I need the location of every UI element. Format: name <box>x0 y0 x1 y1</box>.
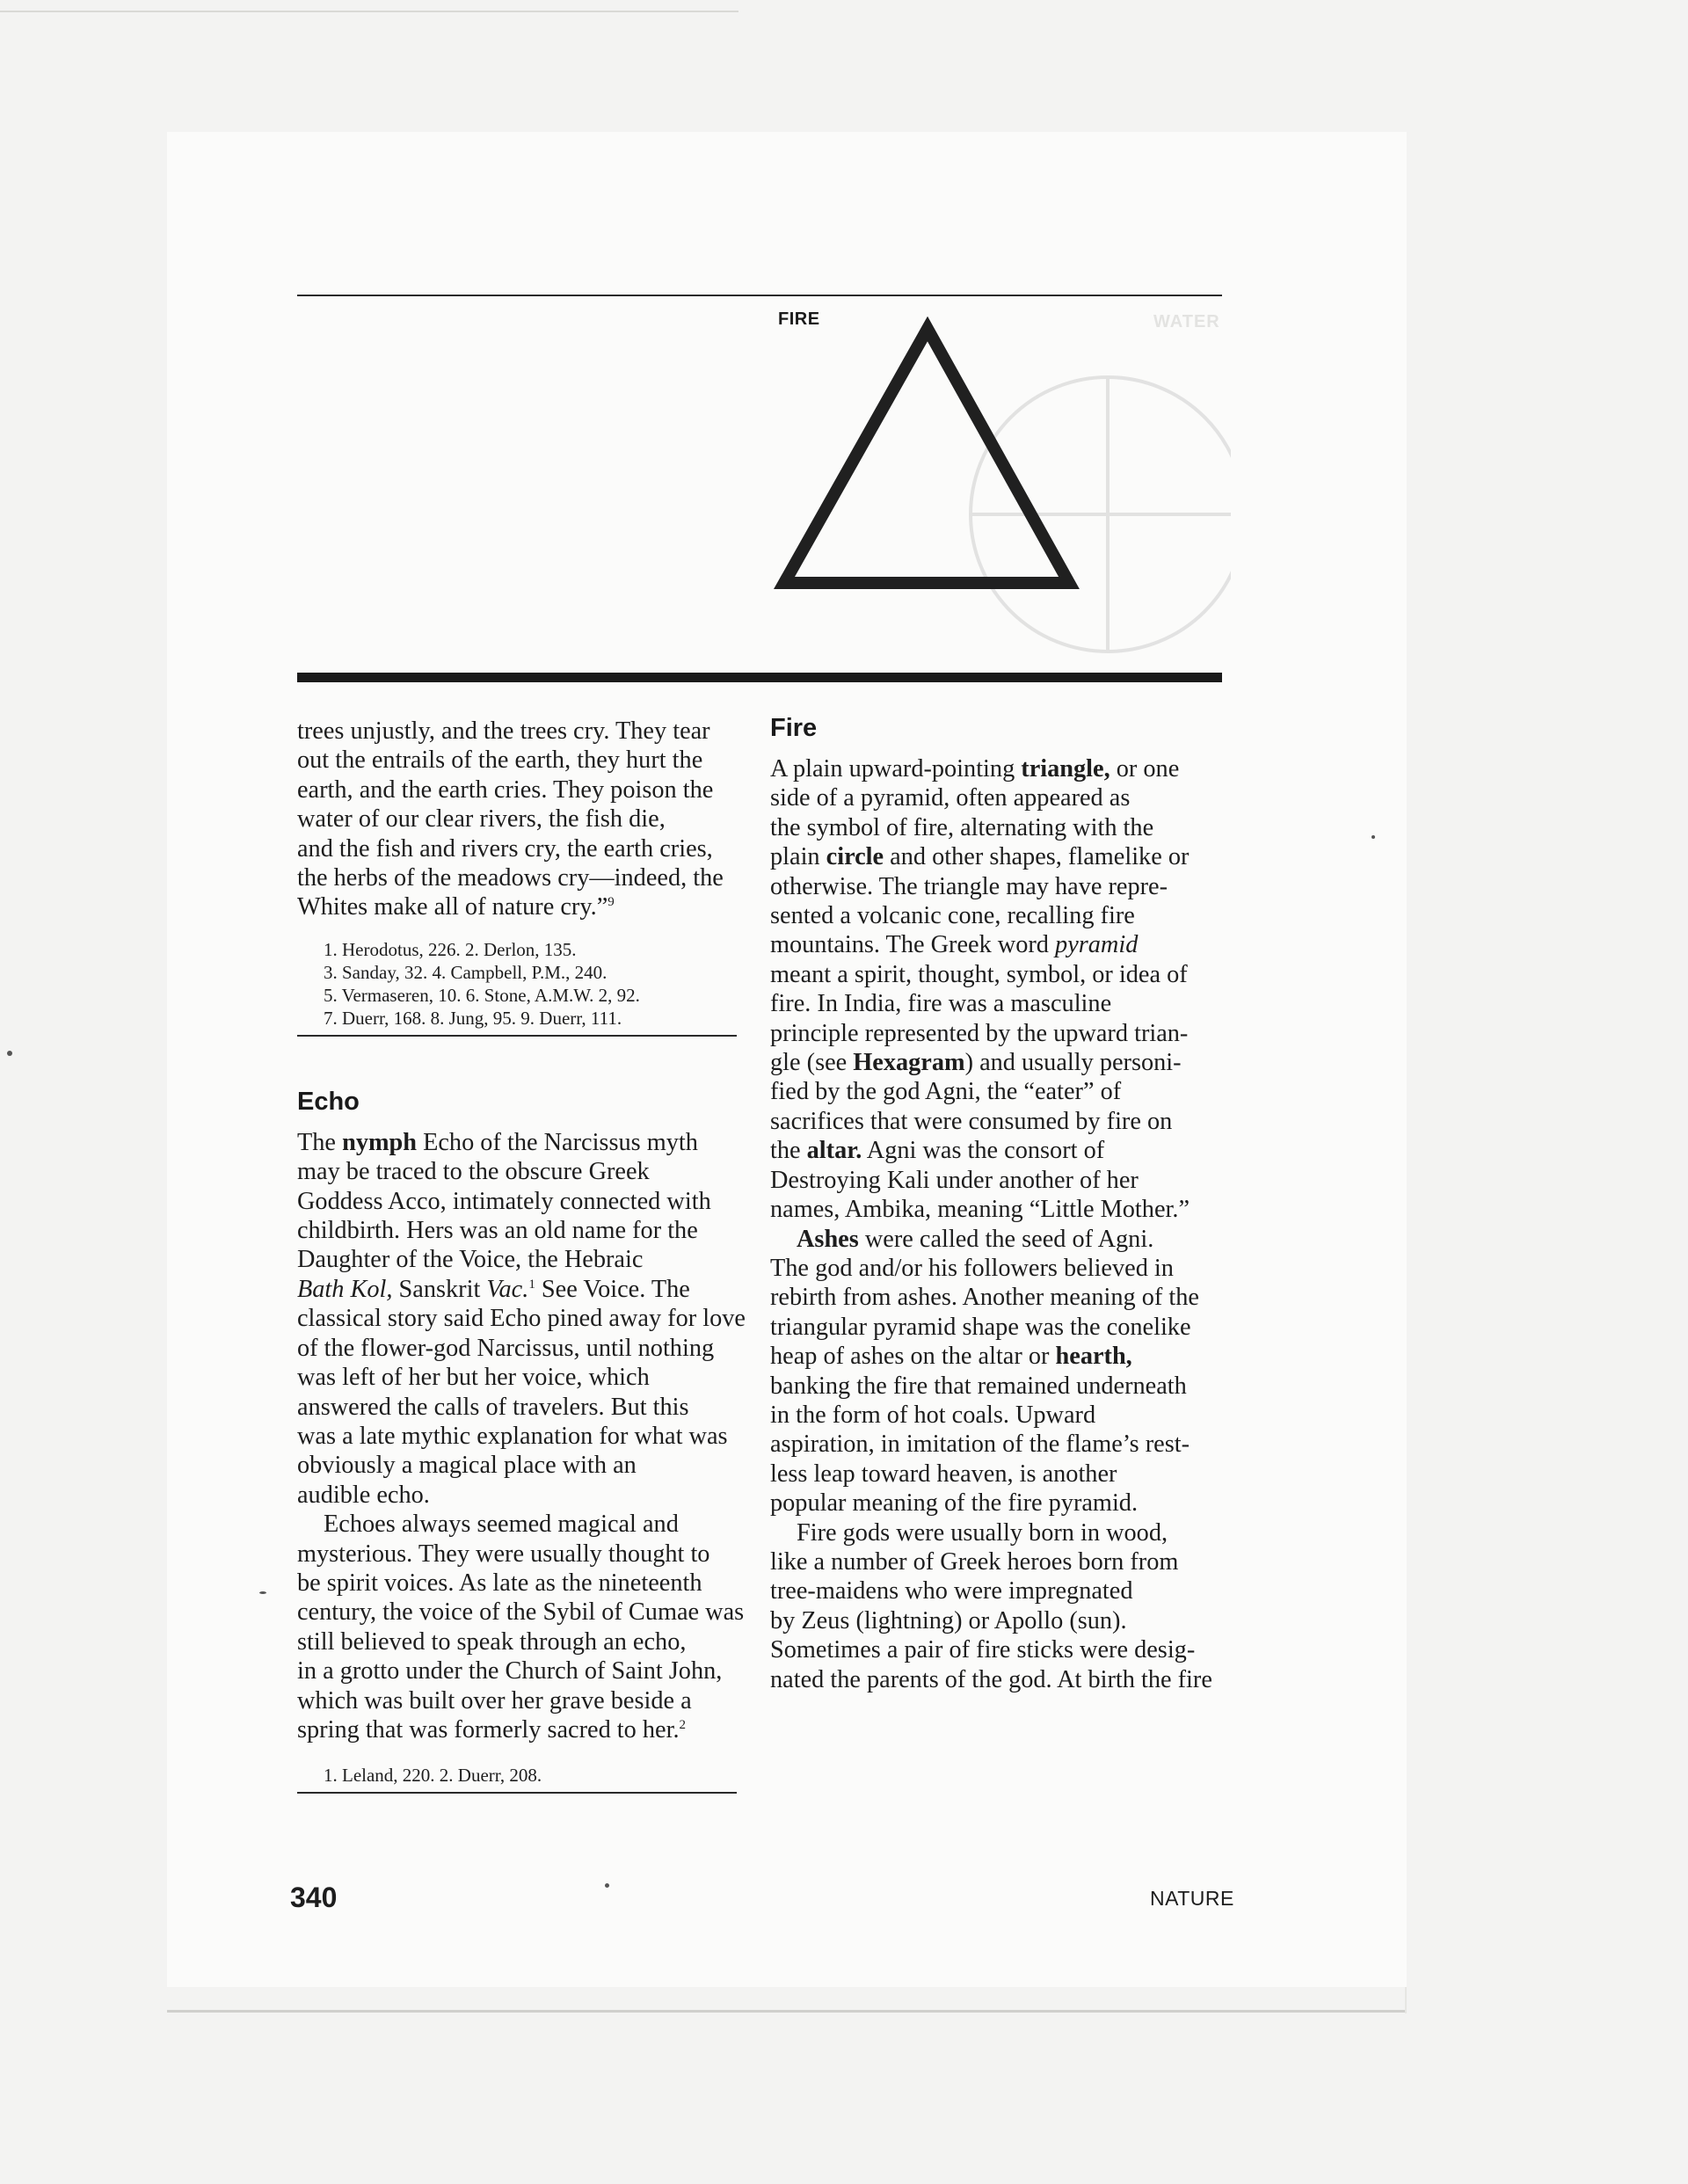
bleed-through-label: WATER <box>1153 312 1220 331</box>
note-mark: 1 <box>528 1277 535 1292</box>
right-column <box>770 710 1226 1694</box>
scan-speck <box>605 1883 609 1888</box>
left-column <box>297 717 746 1794</box>
page-number: 340 <box>290 1882 338 1913</box>
note-mark: 2 <box>679 1717 687 1732</box>
header-rule <box>297 295 1222 296</box>
section-divider <box>297 673 1222 682</box>
echo-paragraph-1: The nymph Echo of the Narcissus myth may be traced to the obscure Greek Goddess Acco, intimately connected with childbirth. Hers was an old name for the Daughter of the Voice, the Hebraic Bath Kol, Sanskrit Vac.$^1$ See Voice. The classical story said Echo pined away for love of the flower-god Narcissus, until nothing was left of her but her voice, which answered the calls of travelers. But this was a late mythic explanation for what was obviously a magical place with an audible echo. <box>297 1128 746 1509</box>
cross-reference: nymph <box>342 1128 418 1156</box>
bleed-through-circle-symbol <box>971 377 1231 652</box>
scan-speck <box>7 1051 12 1056</box>
fire-paragraph-1: A plain upward-pointing triangle, or one side of a pyramid, often appeared as the symbol of fire, alternating with the plain circle and other shapes, flamelike or otherwise. The triangle may have repre- sented a volcanic cone, recalling fire mountains. The Greek word pyramid meant a spirit, thought, symbol, or idea of fire. In India, fire was a masculine principle represented by the upward trian- gle (see Hexagram) and usually personi- fied by the god Agni, the “eater” of sacrifices that were consumed by fire on the altar. Agni was the consort of Destroying Kali under another of her names, Ambika, meaning “Little Mother.” <box>770 755 1190 1224</box>
scan-speck <box>1372 835 1375 839</box>
scan-top-line <box>0 11 738 12</box>
entry-heading-fire: Fire <box>770 714 818 742</box>
cross-reference: Ashes <box>797 1225 859 1253</box>
section-name: NATURE <box>1150 1887 1234 1910</box>
cross-reference: circle <box>826 843 884 871</box>
cross-reference: altar. <box>806 1137 862 1165</box>
continuation-text: trees unjustly, and the trees cry. They tear out the entrails of the earth, they hurt the earth, and the earth cries. They poison the water of our clear rivers, the fish die, and the fish and rivers cry, the earth cries, the herbs of the meadows cry—indeed, the Whites make all of nature cry.”$^9$ <box>297 717 724 921</box>
cross-reference: triangle, <box>1021 755 1110 783</box>
fire-paragraph-3: Fire gods were usually born in wood, like a number of Greek heroes born from tree-maidens who were impregnated by Zeus (lightning) or Apollo (sun). Sometimes a pair of fire sticks were desig- nated the parents of the god. At birth the fire <box>770 1518 1212 1693</box>
symbol-label: FIRE <box>778 309 820 329</box>
entry-heading-echo: Echo <box>297 1087 360 1116</box>
fire-triangle-symbol <box>774 317 1231 668</box>
scan-bottom-line <box>167 2010 1407 2013</box>
echo-footnote-rule <box>297 1792 737 1794</box>
cross-reference: Hexagram <box>853 1049 965 1077</box>
cross-reference: hearth, <box>1055 1343 1132 1371</box>
fire-paragraph-2: Ashes were called the seed of Agni. The god and/or his followers believed in rebirth from ashes. Another meaning of the triangular pyramid shape was the conelike heap of ashes on the altar or hearth, banking the fire that remained underneath in the form of hot coals. Upward aspiration, in imitation of the flame’s rest- less leap toward heaven, is another popular meaning of the fire pyramid. <box>770 1225 1199 1518</box>
footnotes: 1. Herodotus, 226. 2. Derlon, 135. 3. Sanday, 32. 4. Campbell, P.M., 240. 5. Vermaseren, 10. 6. Stone, A.M.W. 2, 92. 7. Duerr, 168. 8. Jung, 95. 9. Duerr, 111. <box>324 938 640 1029</box>
echo-footnotes: 1. Leland, 220. 2. Duerr, 208. <box>324 1765 542 1787</box>
fire-triangle-icon <box>784 329 1069 583</box>
echo-paragraph-2: Echoes always seemed magical and mysterious. They were usually thought to be spirit voices. As late as the nineteenth century, the voice of the Sybil of Cumae was still believed to speak through an echo, in a grotto under the Church of Saint John, which was built over her grave beside a spring that was formerly sacred to her.$^2$ <box>297 1511 745 1744</box>
note-mark: 9 <box>608 895 615 910</box>
scan-speck <box>259 1591 266 1594</box>
